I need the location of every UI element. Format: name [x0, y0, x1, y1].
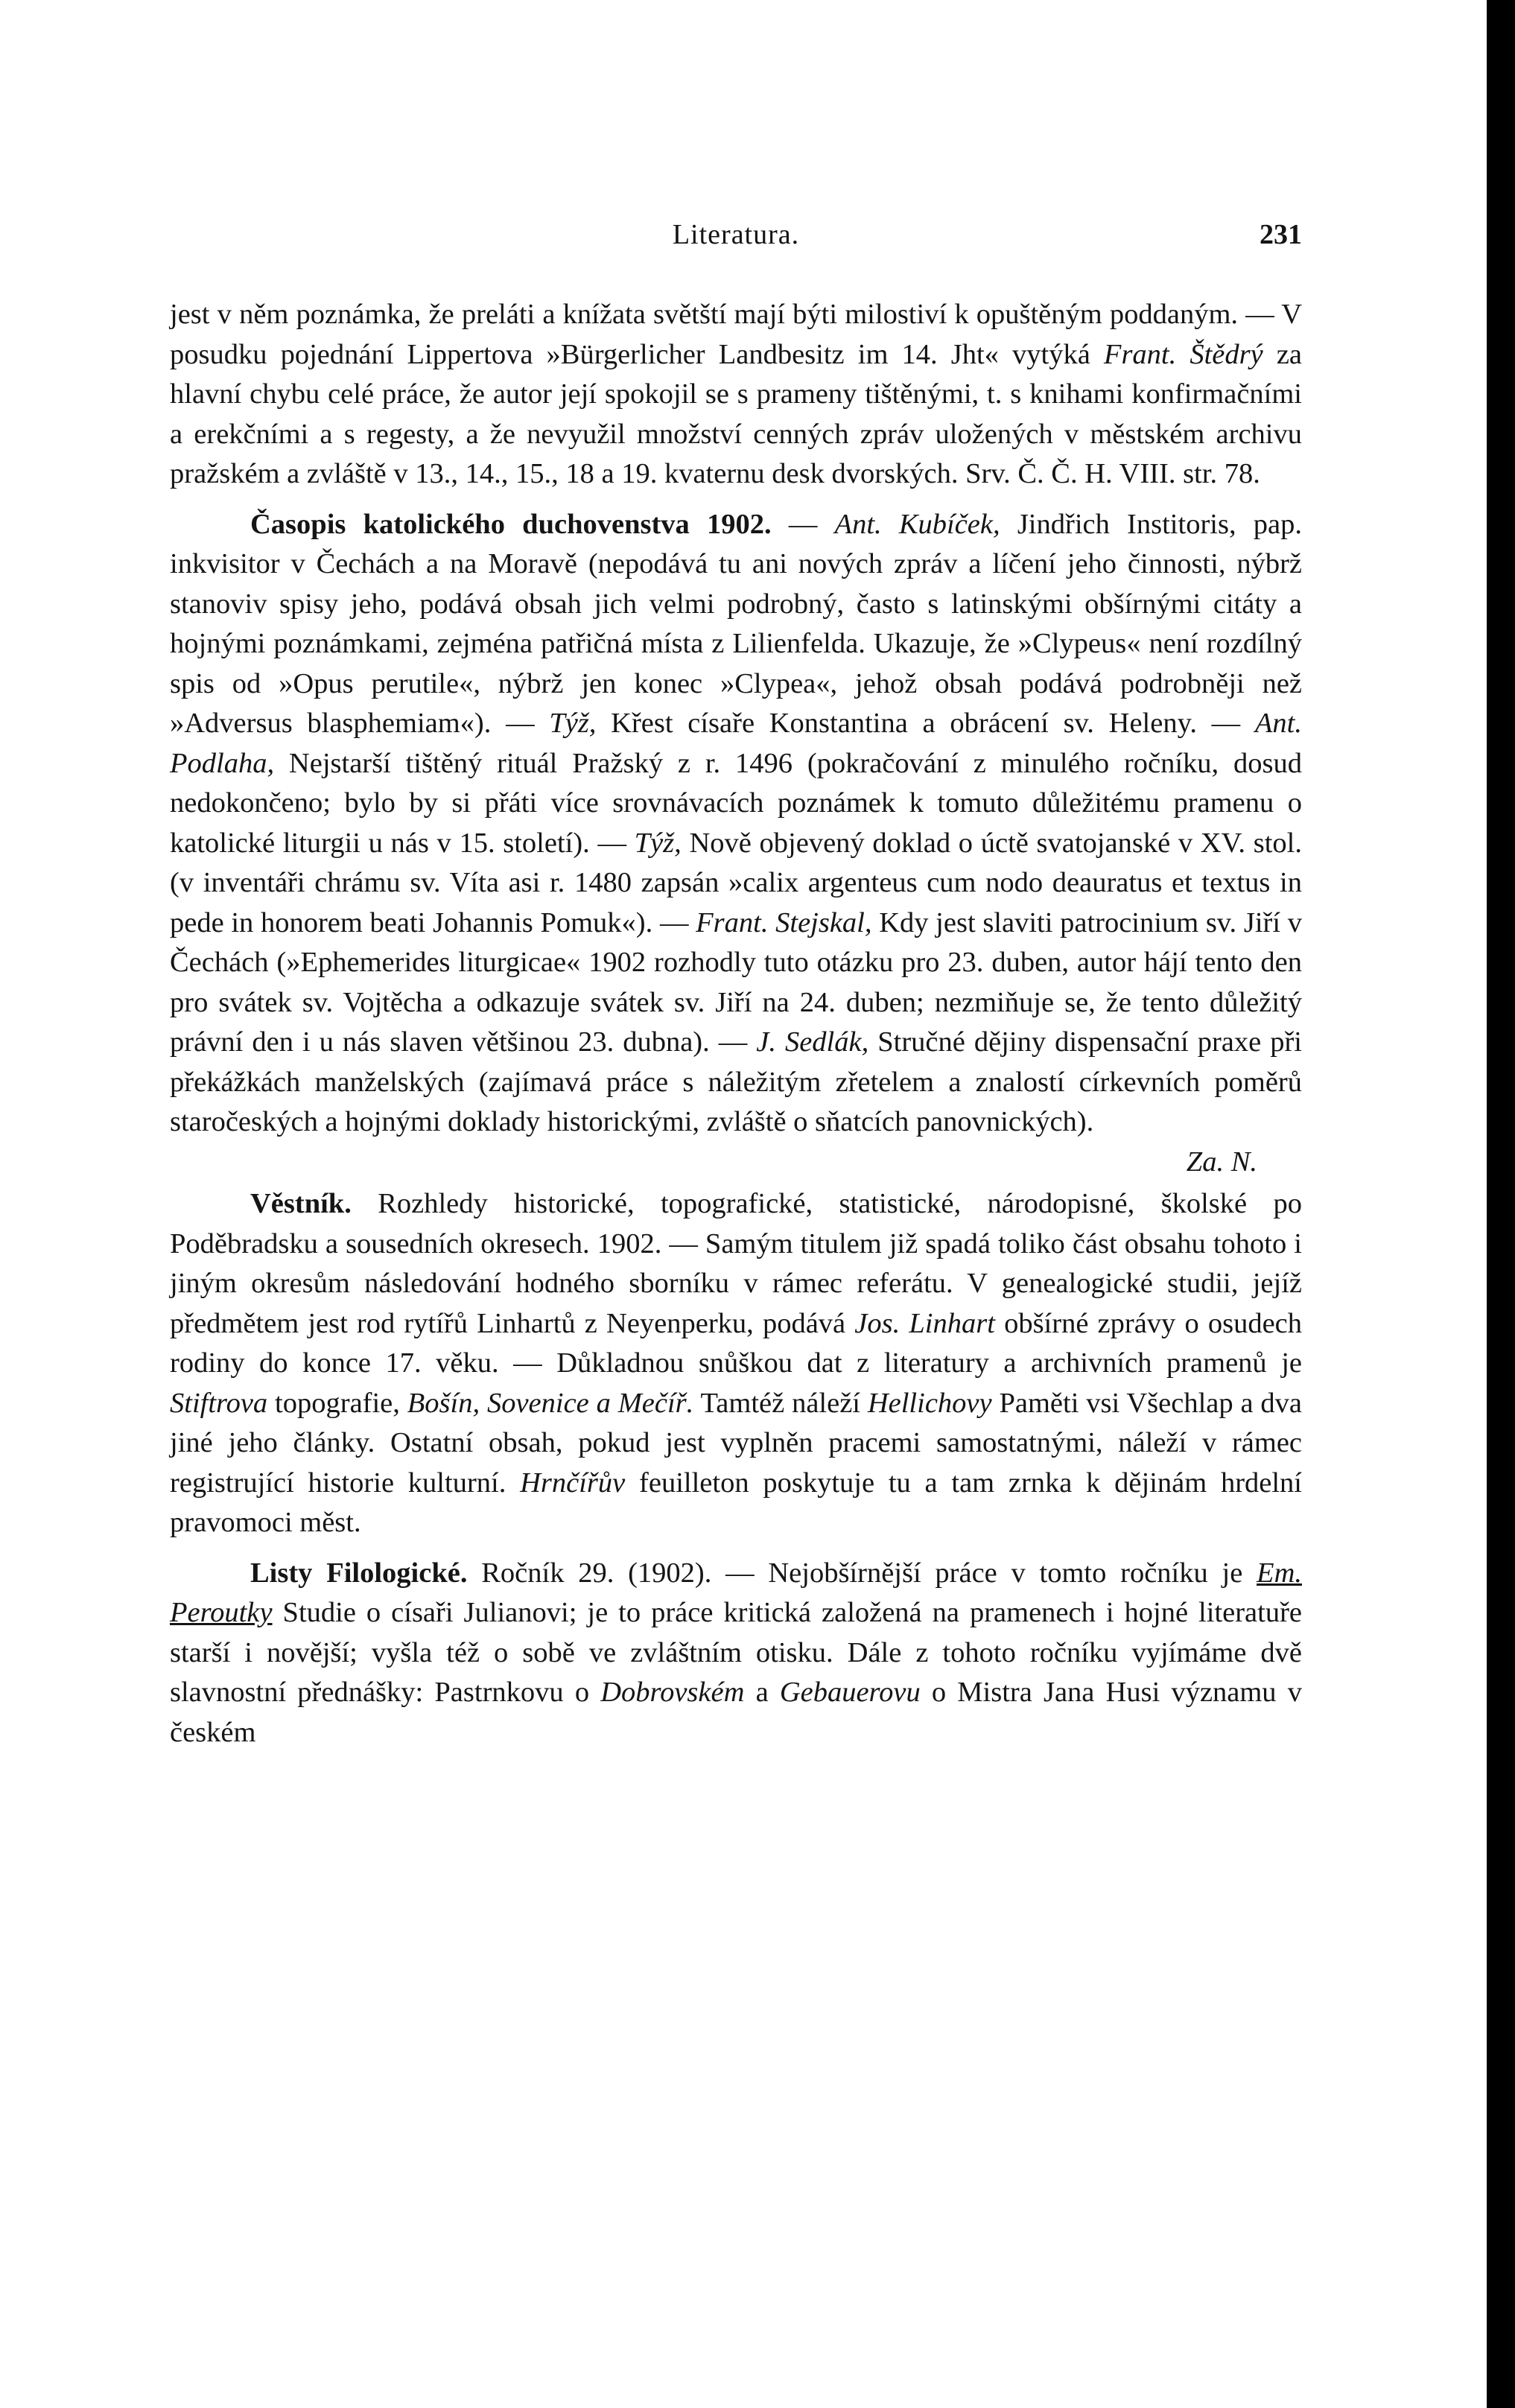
- paragraph-text: za hlavní chybu celé práce, že autor její spokojil se s prameny tištěnými, t. s knihami konfirmačními a erekčními a s regesty, a že nevyužil množství cenných zpráv uložených v městském archivu pražském a zvláště v 13., 14., 15., 18 a 19. kvaternu desk dvorských. Srv. Č. Č. H. VIII. str. 78.: [170, 338, 1303, 489]
- paragraph-text: Stručné dějiny dispensační praxe při překážkách manželských (zajímavá práce s náležitým zřetelem a znalostí církevních poměrů staročeských a hojnými doklady historickými, zvláště o sňatcích panovnických).: [170, 1026, 1302, 1137]
- place-names: Bošín, Sovenice a Mečíř.: [407, 1387, 694, 1419]
- author-name: Ant. Kubíček,: [834, 508, 1000, 540]
- paragraph-text: Jindřich Institoris, pap. inkvisitor v Čechách a na Moravě (nepodává tu ani nových zpráv a líčení jeho činnosti, nýbrž stanoviv spisy jeho, podává obsah jich velmi podrobný, často s latinskými obšírnými citáty a hojnými poznámkami, zejména patřičná místa z Lilienfelda. Ukazuje, že »Clypeus« není rozdílný spis od »Opus perutile«, nýbrž jen konec »Clypea«, jehož obsah podává podrobněji než »Adversus blasphemiam«). —: [170, 508, 1302, 739]
- paragraph-text: a: [744, 1677, 780, 1708]
- paragraph-text: feuilleton poskytuje tu a tam zrnka k dějinám hrdelní pravomoci měst.: [170, 1467, 1302, 1538]
- running-title: Literatura.: [672, 219, 800, 250]
- author-name: Frant. Stejskal,: [696, 906, 872, 938]
- author-name: J. Sedlák,: [756, 1026, 869, 1058]
- author-name: Stiftrova: [170, 1387, 268, 1419]
- scan-edge-band: [1487, 0, 1515, 2408]
- page-number: 231: [1260, 219, 1302, 250]
- page-header: [170, 218, 1302, 263]
- paragraph-text: Studie o císaři Julianovi; je to práce kritická založená na pramenech i hojné literatuře starší i novější; vyšla též o sobě ve zvláštním otisku. Dále z tohoto ročníku vyjímáme dvě slavnostní přednášky: Pastrnkovu o: [170, 1597, 1302, 1708]
- paragraph-text: jest v něm poznámka, že preláti a knížata světští mají býti milostiví k opuštěným poddaným. — V posudku pojednání Lippertova »Bürgerlicher Landbesitz im 14. Jht« vytýká: [170, 299, 1302, 370]
- author-name: Hellichovy: [867, 1387, 992, 1419]
- author-name: Týž,: [634, 827, 682, 859]
- reviewer-signature: Za. N.: [1186, 1146, 1257, 1178]
- paragraph-text: —: [771, 508, 835, 540]
- author-name: Em. Peroutky: [170, 1557, 1302, 1628]
- paragraph-text: Nově objevený doklad o úctě svatojanské v XV. stol. (v inventáři chrámu sv. Víta asi r. 1480 zapsán »calix argenteus cum nodo deauratus et textus in pede in honorem beati Johannis Pomuk«). —: [170, 827, 1302, 938]
- author-name: Jos. Linhart: [854, 1307, 995, 1339]
- paragraph-text: topografie,: [267, 1387, 407, 1419]
- author-name: Hrnčířův: [520, 1467, 626, 1499]
- paragraph-text: o Mistra Jana Husi významu v českém: [170, 1677, 1302, 1748]
- paragraph-vestnik: [170, 1184, 1302, 1543]
- paragraph-listy-filologicke: [170, 1554, 1302, 1753]
- journal-title: Listy Filologické.: [250, 1557, 468, 1589]
- journal-title: Věstník.: [250, 1188, 352, 1219]
- paragraph-text: Nejstarší tištěný rituál Pražský z r. 1496 (pokračování z minulého ročníku, dosud nedokončeno; bylo by si přáti více srovnávacích poznámek k tomuto důležitému pramenu o katolické liturgii u nás v 15. století). —: [170, 747, 1302, 859]
- paragraph-text: Křest císaře Konstantina a obrácení sv. Heleny. —: [596, 708, 1255, 739]
- paragraph-casopis-katolickeho-duchovenstva: [170, 505, 1302, 1143]
- paragraph-text: Kdy jest slaviti patrocinium sv. Jiří v Čechách (»Ephemerides liturgicae« 1902 rozhodly tuto otázku pro 23. duben, autor hájí tento den pro svátek sv. Vojtěcha a odkazuje svátek sv. Jiří na 24. duben; nezmiňuje se, že tento důležitý právní den i u nás slaven většinou 23. dubna). —: [170, 906, 1302, 1058]
- journal-title: Časopis katolického duchovenstva 1902.: [250, 508, 772, 540]
- subject-name: Dobrovském: [600, 1677, 745, 1708]
- paragraph-lippert-review: [170, 295, 1302, 495]
- paragraph-text: Paměti vsi Všechlap a dva jiné jeho články. Ostatní obsah, pokud jest vyplněn pracemi samostatnými, náleží v rámec registrující historie kulturní.: [170, 1387, 1303, 1499]
- paragraph-text: Rozhledy historické, topografické, statistické, národopisné, školské po Poděbradsku a sousedních okresech. 1902. — Samým titulem již spadá toliko část obsahu tohoto i jiným okresům následování hodného sborníku v rámec referátu. V genealogické studii, jejíž předmětem jest rod rytířů Linhartů z Neyenperku, podává: [170, 1188, 1302, 1339]
- paragraph-text: obšírné zprávy o osudech rodiny do konce 17. věku. — Důkladnou snůškou dat z literatury a archivních pramenů je: [170, 1307, 1303, 1379]
- author-name: Týž,: [549, 708, 597, 739]
- paragraph-text: Tamtéž náleží: [693, 1387, 868, 1419]
- subject-name: Gebauerovu: [779, 1677, 921, 1708]
- author-name: Ant. Podlaha,: [170, 708, 1302, 779]
- paragraph-text: Ročník 29. (1902). — Nejobšírnější práce v tomto ročníku je: [467, 1557, 1257, 1589]
- author-name: Frant. Štědrý: [1103, 338, 1263, 370]
- page-body: [170, 295, 1302, 1753]
